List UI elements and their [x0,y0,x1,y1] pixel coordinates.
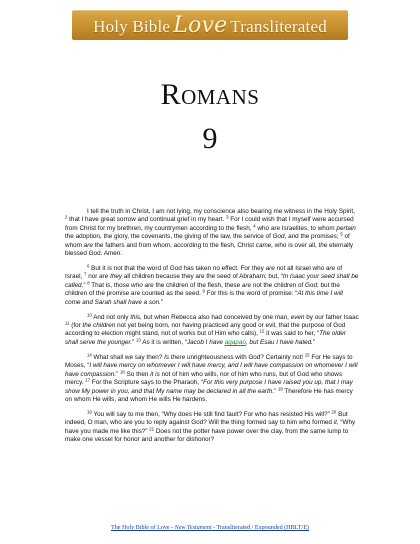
verse-text: that I have great sorrow and continual grief in my heart. [67,216,225,224]
verse-number: 7 [84,272,87,278]
verse-number: 8 [87,280,90,286]
verse-text: But it is not that the word of God has taken no effect. For they [89,265,266,273]
verse-number: 13 [136,337,141,343]
verse-number: 11 [65,320,70,326]
verse-number: 10 [87,312,92,318]
verse-number: 17 [85,377,91,383]
verse-text: ” [83,281,86,289]
paragraph-2 [65,265,359,307]
verse-text: What shall we say then? [91,353,165,361]
verse-text: I tell the truth in Christ, I am not lying, my conscience also bearing me witness in the Holy Spirit, [87,208,355,215]
paragraph-3 [65,314,359,348]
verse-number: 20 [331,409,337,415]
chapter-number: 9 [202,122,218,155]
italic-word: are [241,281,252,289]
verse-number: 2 [65,215,68,221]
verse-text: the adoption, the glory, the covenants, the giving of the law, the service of [65,233,273,241]
italic-word: pertain [336,224,356,232]
verse-number: 18 [278,386,283,392]
paragraph-1 [65,208,359,258]
italic-word: even [290,313,305,321]
verse-text: who are Israelites, to whom [255,224,337,232]
quotation: In Isaac your seed shall be called. [65,273,359,289]
italic-word: the [318,241,328,249]
verse-text: the fathers and from whom, according to the flesh, Christ [92,241,256,249]
italic-word: it, [333,419,339,427]
verse-text: That is, those [89,281,132,289]
verse-text: You will say to me then, “Why does He still find fault? For who has resisted His will?” [91,410,330,418]
verse-text: who is over all, [273,241,319,249]
quotation: At this time I will come and Sarah shall have a son. [65,290,343,306]
verse-number: 4 [253,223,256,229]
book-title: Romans [160,78,260,111]
verse-text: not all Israel who [274,265,326,273]
verse-text: ” [116,370,119,378]
verse-text: nor [86,273,100,281]
banner-title-part: Holy Bible [93,16,171,36]
verse-number: 12 [259,329,265,335]
verse-text: Therefore He has mercy on whom He wills, and whom He wills He hardens. [65,387,353,403]
verse-number: 19 [87,409,92,415]
verse-text: ” [132,338,135,346]
italic-word: God, [272,233,287,241]
quotation: , but Esau I have hated. [245,338,313,346]
verse-number: 5 [340,231,343,237]
quotation: The older shall serve the younger. [65,330,346,346]
verse-text: not the children of God; but the children of the promise are counted as the seed. [65,281,340,298]
verse-text: and the promises; [286,233,339,241]
chapter-text [65,208,359,451]
verse-text: of Israel, [65,265,343,281]
verse-text: not yet being born, nor having practiced any good or evil, that the purpose of God according to election might stand, not of works but of Him who calls), [65,322,346,338]
italic-word: came, [255,241,274,249]
verse-text: ” [274,387,277,395]
banner-love-script: Love [173,12,228,38]
paragraph-5 [65,411,359,445]
verse-text: unrighteousness with God? Certainly not! [185,353,304,361]
footer-text: The Holy Bible of Love - [111,525,175,531]
italic-word: are [265,265,275,273]
italic-word: is [229,290,235,298]
italic-word: this, [130,313,142,321]
verse-text: (for [69,322,83,330]
italic-word: who are [131,281,154,289]
italic-word: are [83,241,93,249]
verse-text: by our father Isaac [304,313,359,321]
verse-text: For He says to Moses, “ [65,353,353,370]
verse-text: “Why have you made me like this?” [65,419,356,435]
header-banner [72,10,348,40]
verse-text: As it is written, “ [140,338,187,346]
verse-text: but when Rebecca also had conceived by one man, [141,313,291,321]
verse-text: all children because they are the seed of Abraham; but, “ [122,273,283,281]
verse-text: So then [124,370,151,378]
verse-number: 16 [120,369,125,375]
verse-text: eternally blessed God. Amen. [65,241,354,258]
verse-text: For the Scripture says to the Pharaoh, “ [90,379,203,387]
italic-word: the children [82,322,116,330]
banner-title [93,13,327,38]
italic-word: are they [99,273,123,281]
italic-word: it is [150,370,160,378]
verse-text: the children of the flesh, these [153,281,242,289]
verse-text: Does not the potter have power over the clay, from the same lump to make one vessel for honor and another for dishonor? [65,427,349,444]
verse-number: 3 [226,215,229,221]
verse-text: For I could wish that I myself were accursed from Christ for my brethren, my countrymen according to the flesh, [65,216,354,232]
verse-text: ” [312,338,316,346]
italic-word: Is there [164,353,186,361]
agapao-link[interactable]: agapao [224,338,246,346]
verse-number: 15 [304,352,310,358]
verse-text: For this [204,290,230,298]
verse-number: 14 [87,352,92,358]
verse-number: 6 [87,263,90,269]
verse-text: But indeed, O man, who are you to reply against God? Will the thing formed say to him who formed [65,410,348,427]
verse-text: ” [160,298,164,306]
verse-text: not of him who wills, nor of him who runs, but of God who shows mercy. [65,370,343,387]
verse-text: And not only [91,313,131,321]
quotation: I will have mercy on whomever I will have mercy, and I will have compassion on whomever I will have compassion. [65,362,358,378]
footer-text: - Transliterated / Expounded (HBLT/E) [211,525,309,531]
verse-number: 21 [149,426,155,432]
verse-text: of whom [65,233,350,249]
quotation: For this very purpose I have raised you up, that I may show My power in you, and that My name may be declared in all the earth. [65,379,353,395]
paragraph-4 [65,354,359,404]
quotation: Jacob I have [186,338,225,346]
verse-number: 9 [202,288,205,294]
italic-word: are [325,265,336,273]
verse-text: the word of promise: “ [234,290,298,298]
footer-link[interactable] [0,525,420,531]
verse-text: it was said to her, “ [264,330,320,338]
footer-text-italic: New Testament [174,525,212,531]
banner-title-part: Transliterated [230,16,327,36]
